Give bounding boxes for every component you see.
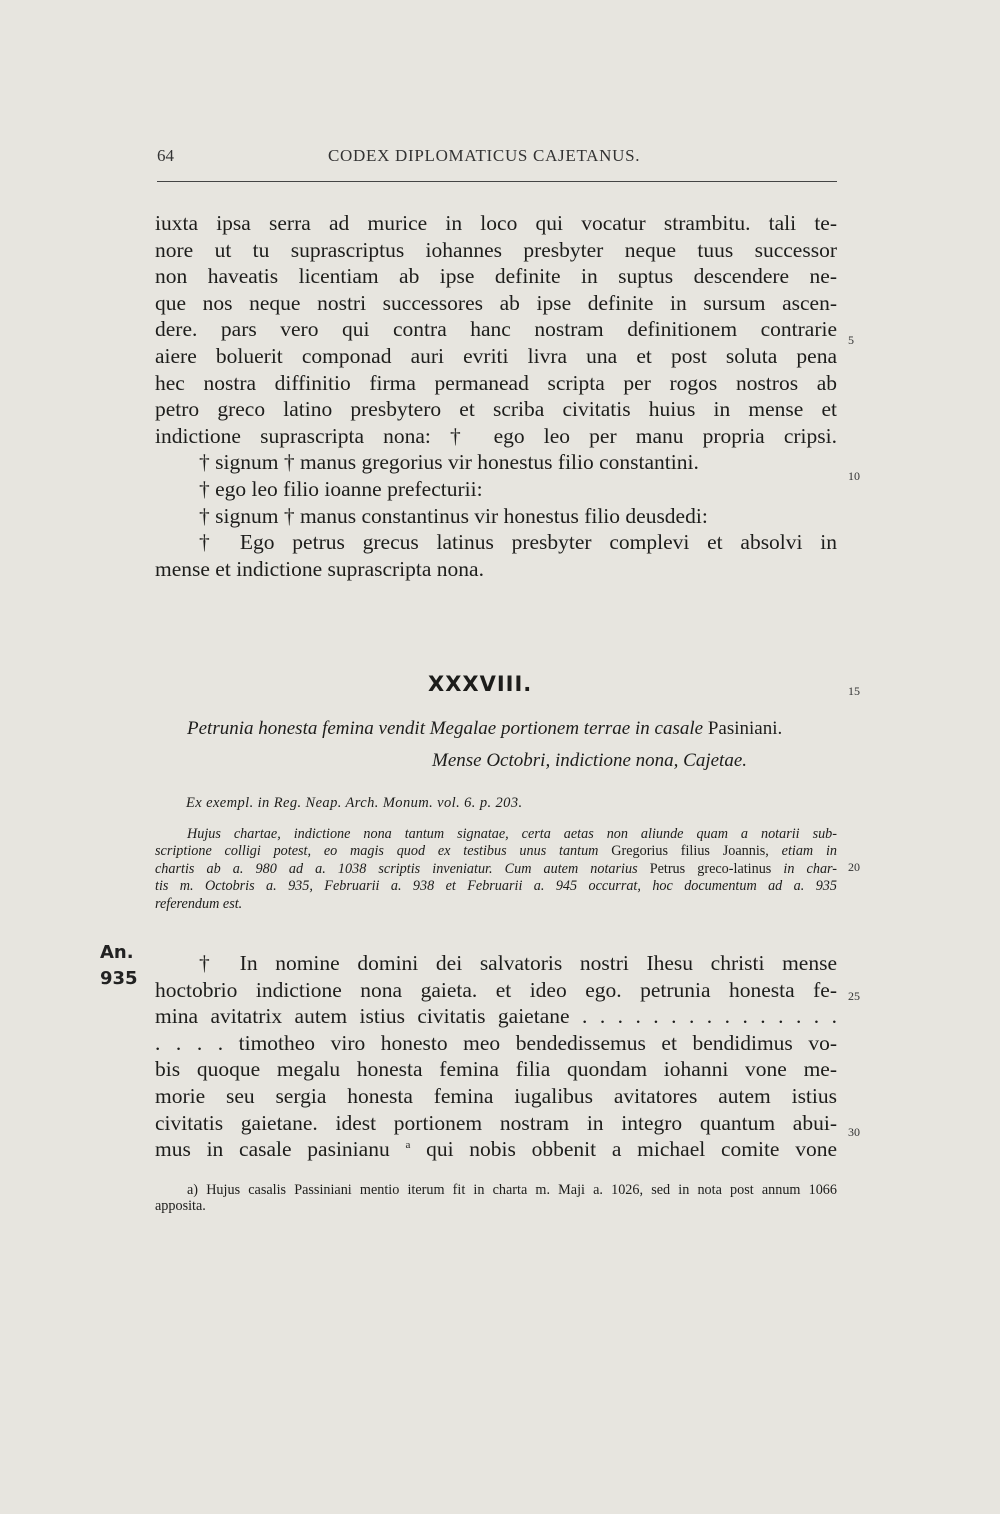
editor-note (155, 826, 837, 913)
source-reference: Ex exempl. in Reg. Neap. Arch. Monum. vol. 6. p. 203. (186, 795, 523, 811)
signature-line-end: mense et indictione suprascripta nona. (155, 556, 484, 581)
line-number: 5 (848, 333, 854, 347)
note-line: tis m. Octobris a. 935, Februarii a. 938 et Februarii a. 945 occurrat, hoc documentum ad a. 935 (155, 878, 837, 895)
line-number: 25 (848, 989, 860, 1003)
note-line: scriptione colligi potest, eo magis quod ex testibus unus tantum Gregorius filius Joannis, etiam in (155, 843, 837, 860)
charter-text-continued (155, 210, 837, 582)
summary-place: Pasiniani. (707, 718, 783, 739)
margin-year: 935 (100, 968, 138, 989)
running-title: CODEX DIPLOMATICUS CAJETANUS. (328, 146, 641, 165)
text-line: non haveatis licentiam ab ipse definite in suptus descendere ne- (155, 264, 837, 289)
header-rule (157, 181, 837, 182)
signature-line: † signum † manus gregorius vir honestus filio constantini. (199, 450, 699, 475)
text-line: mina avitatrix autem istius civitatis gaietane . . . . . . . . . . . . . . . (155, 1004, 837, 1029)
line-number: 30 (848, 1125, 860, 1139)
summary-italic: Petrunia honesta femina vendit Megalae portionem terrae in casale (187, 718, 704, 739)
line-number: 15 (848, 684, 860, 698)
text-line: petro greco latino presbytero et scriba civitatis huius in mense et (155, 397, 837, 422)
note-line: chartis ab a. 980 ad a. 1038 scriptis inveniatur. Cum autem notarius Petrus greco-latinus in char- (155, 860, 837, 877)
text-line: que nos neque nostri successores ab ipse definite in sursum ascen- (155, 290, 837, 315)
text-line: . . . . timotheo viro honesto meo bendedissemus et bendidimus vo- (155, 1030, 837, 1055)
footnote (155, 1182, 837, 1214)
charter-text (155, 950, 837, 1163)
footnote-ref: a (405, 1139, 411, 1151)
text-line: indictione suprascripta nona: † ego leo per manu propria cripsi. (155, 423, 837, 448)
footnote-marker: a) (187, 1182, 199, 1198)
margin-year-label: An. (100, 942, 134, 963)
line-number: 20 (848, 860, 860, 874)
text-line: hec nostra diffinitio firma permanead scripta per rogos nostros ab (155, 370, 837, 395)
note-line: referendum est. (155, 895, 243, 912)
document-number: XXXVIII. (428, 672, 533, 696)
text-line: dere. pars vero qui contra hanc nostram definitionem contrarie (155, 317, 837, 342)
text-line: bis quoque megalu honesta femina filia quondam iohanni vone me- (155, 1057, 837, 1082)
text-line: mus in casale pasinianu $^a$ qui nobis obbenit a michael comite vone (155, 1137, 837, 1162)
running-head (157, 146, 837, 170)
footnote-line: a) Hujus casalis Passiniani mentio iterum fit in charta m. Maji a. 1026, sed in nota post annum 1066 (187, 1182, 837, 1198)
line-number: 10 (848, 469, 860, 483)
text-line: hoctobrio indictione nona gaieta. et ideo ego. petrunia honesta fe- (155, 977, 837, 1002)
document-date: Mense Octobri, indictione nona, Cajetae. (432, 750, 748, 771)
signature-line: † Ego petrus grecus latinus presbyter complevi et absolvi in (199, 530, 837, 555)
note-line: Hujus chartae, indictione nona tantum signatae, certa aetas non aliunde quam a notarii sub- (187, 826, 837, 842)
text-line: morie seu sergia honesta femina iugalibus avitatores autem istius (155, 1083, 837, 1108)
text-line: iuxta ipsa serra ad murice in loco qui vocatur strambitu. tali te- (155, 211, 837, 235)
signature-line: † signum † manus constantinus vir honestus filio deusdedi: (199, 503, 708, 528)
signature-line: † ego leo filio ioanne prefecturii: (199, 476, 483, 501)
text-line: nore ut tu suprascriptus iohannes presbyter neque tuus successor (155, 237, 837, 262)
text-line: aiere boluerit componad auri evriti livra una et post soluta pena (155, 343, 837, 368)
text-line: civitatis gaietane. idest portionem nostram in integro quantum abui- (155, 1110, 837, 1135)
page-number: 64 (157, 146, 174, 165)
text-line: † In nomine domini dei salvatoris nostri Ihesu christi mense (199, 951, 837, 975)
document-summary (187, 718, 782, 740)
footnote-line: apposita. (155, 1198, 206, 1214)
